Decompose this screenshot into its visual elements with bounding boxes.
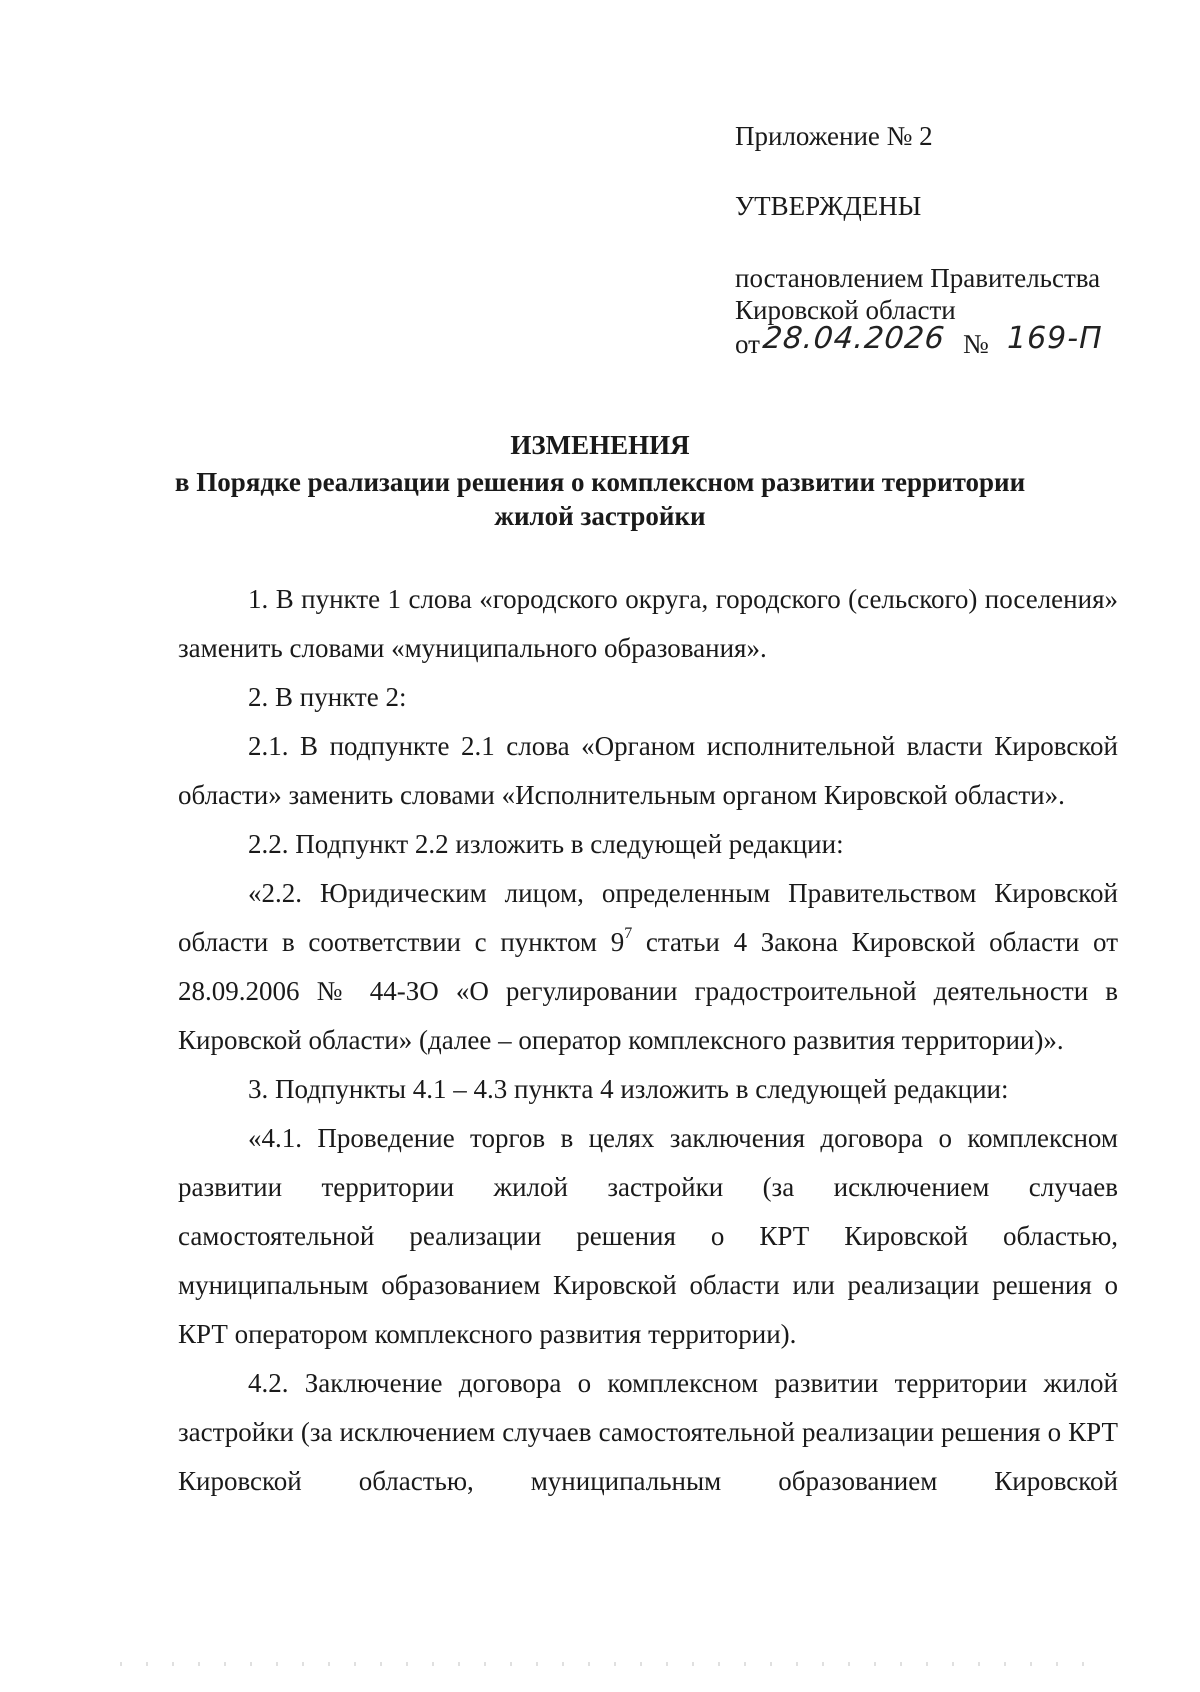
paragraph-1: 1. В пункте 1 слова «городского округа, городского (сельского) поселения» заменить словами «муниципального образования». — [178, 584, 1118, 663]
paragraph-2-2-text-end: статьи 4 Закона Кировской области от 28.09.2006 № 44-ЗО «О регулировании градостроительной деятельности в Кировской области» (далее – оператор комплексного развития территории)». — [178, 927, 1118, 1055]
paragraph-4-2: 4.2. Заключение договора о комплексном развитии территории жилой застройки (за исключением случаев самостоятельной реализации решения о КРТ Кировской областью, муниципальным образованием Кировской — [178, 1368, 1118, 1496]
document-subtitle-line-2: жилой застройки — [494, 501, 706, 531]
scan-artifact-line — [120, 1662, 1100, 1666]
decree-date-line — [735, 321, 1135, 365]
handwritten-date: 28.04.2026 — [761, 321, 947, 356]
paragraph-2-1: 2.1. В подпункте 2.1 слова «Органом исполнительной власти Кировской области» заменить словами «Исполнительным органом Кировской области». — [178, 731, 1118, 810]
approved-label: УТВЕРЖДЕНЫ — [735, 191, 922, 221]
annex-label: Приложение № 2 — [735, 121, 933, 151]
date-prefix: от — [735, 329, 760, 359]
decree-line-1: постановлением Правительства — [735, 263, 1101, 293]
paragraph-2-2: 2.2. Подпункт 2.2 изложить в следующей редакции: — [248, 829, 844, 859]
superscript-7: 7 — [624, 925, 633, 942]
paragraph-4-1: «4.1. Проведение торгов в целях заключения договора о комплексном развитии территории жилой застройки (за исключением случаев самостоятельной реализации решения о КРТ Кировской областью, муниципальным образованием Кировской области или реализации решения о КРТ оператором комплексного развития территории). — [178, 1123, 1118, 1349]
paragraph-3: 3. Подпункты 4.1 – 4.3 пункта 4 изложить в следующей редакции: — [248, 1074, 1009, 1104]
paragraph-2-2-text — [178, 869, 1118, 1065]
number-sign: № — [963, 329, 989, 359]
paragraph-2: 2. В пункте 2: — [248, 682, 407, 712]
document-subtitle-line-1: в Порядке реализации решения о комплексном развитии территории — [174, 467, 1026, 497]
handwritten-number: 169-П — [1007, 321, 1103, 356]
paragraph-2-2-text-start: «2.2. Юридическим лицом, определенным Правительством Кировской области в соответствии с пунктом 9 — [178, 878, 1118, 957]
document-body — [178, 575, 1118, 1506]
decree-line-2: Кировской области — [735, 295, 956, 325]
document-title: ИЗМЕНЕНИЯ — [510, 430, 690, 460]
